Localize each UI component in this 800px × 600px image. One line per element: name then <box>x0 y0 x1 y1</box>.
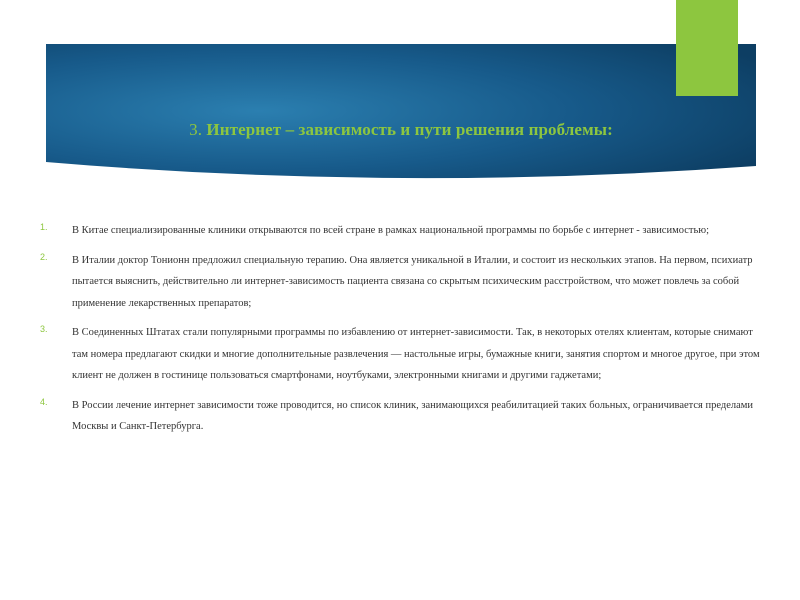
accent-rectangle <box>676 0 738 96</box>
list-item <box>40 250 760 315</box>
list-marker: 1. <box>40 222 48 232</box>
list-item <box>40 322 760 387</box>
list-item <box>40 395 760 438</box>
list-marker: 2. <box>40 251 48 262</box>
header-band-shape <box>46 44 756 189</box>
list-item-text: В России лечение интернет зависимости тоже проводится, но список клиник, занимающихся реабилитацией таких больных, ограничивается пределами Москвы и Санкт-Петербурга. <box>72 399 754 432</box>
list-item-text: В Соединенных Штатах стали популярными программы по избавлению от интернет-зависимости. Так, в некоторых отелях клиентам, которые снимают там номера предлагают скидки и многие дополнительные развлечения — настольные игры, бумажные книги, занятия спортом и многое другое, при этом клиент не должен в гостинице пользоваться смартфонами, ноутбуками, электронными книгами и другими гаджетами; <box>72 327 760 381</box>
list-item <box>40 220 760 242</box>
solutions-list <box>40 220 760 446</box>
header-band <box>46 44 756 189</box>
title-number: 3. <box>189 120 203 139</box>
slide-title <box>46 120 756 140</box>
list-marker: 3. <box>40 324 48 334</box>
list-item-text: В Италии доктор Тонионн предложил специальную терапию. Она является уникальной в Италии, и состоит из нескольких этапов. На первом, психиатр пытается выяснить, действительно ли интернет-зависимость пациента связана со скрытым психическим расстройством, что может повлечь за собой применение лекарственных препаратов; <box>72 254 753 309</box>
list-item-text: В Китае специализированные клиники открываются по всей стране в рамках национальной программы по борьбе с интернет - зависимостью; <box>72 225 710 236</box>
title-text: Интернет – зависимость и пути решения проблемы: <box>202 120 613 139</box>
list-marker: 4. <box>40 396 48 407</box>
